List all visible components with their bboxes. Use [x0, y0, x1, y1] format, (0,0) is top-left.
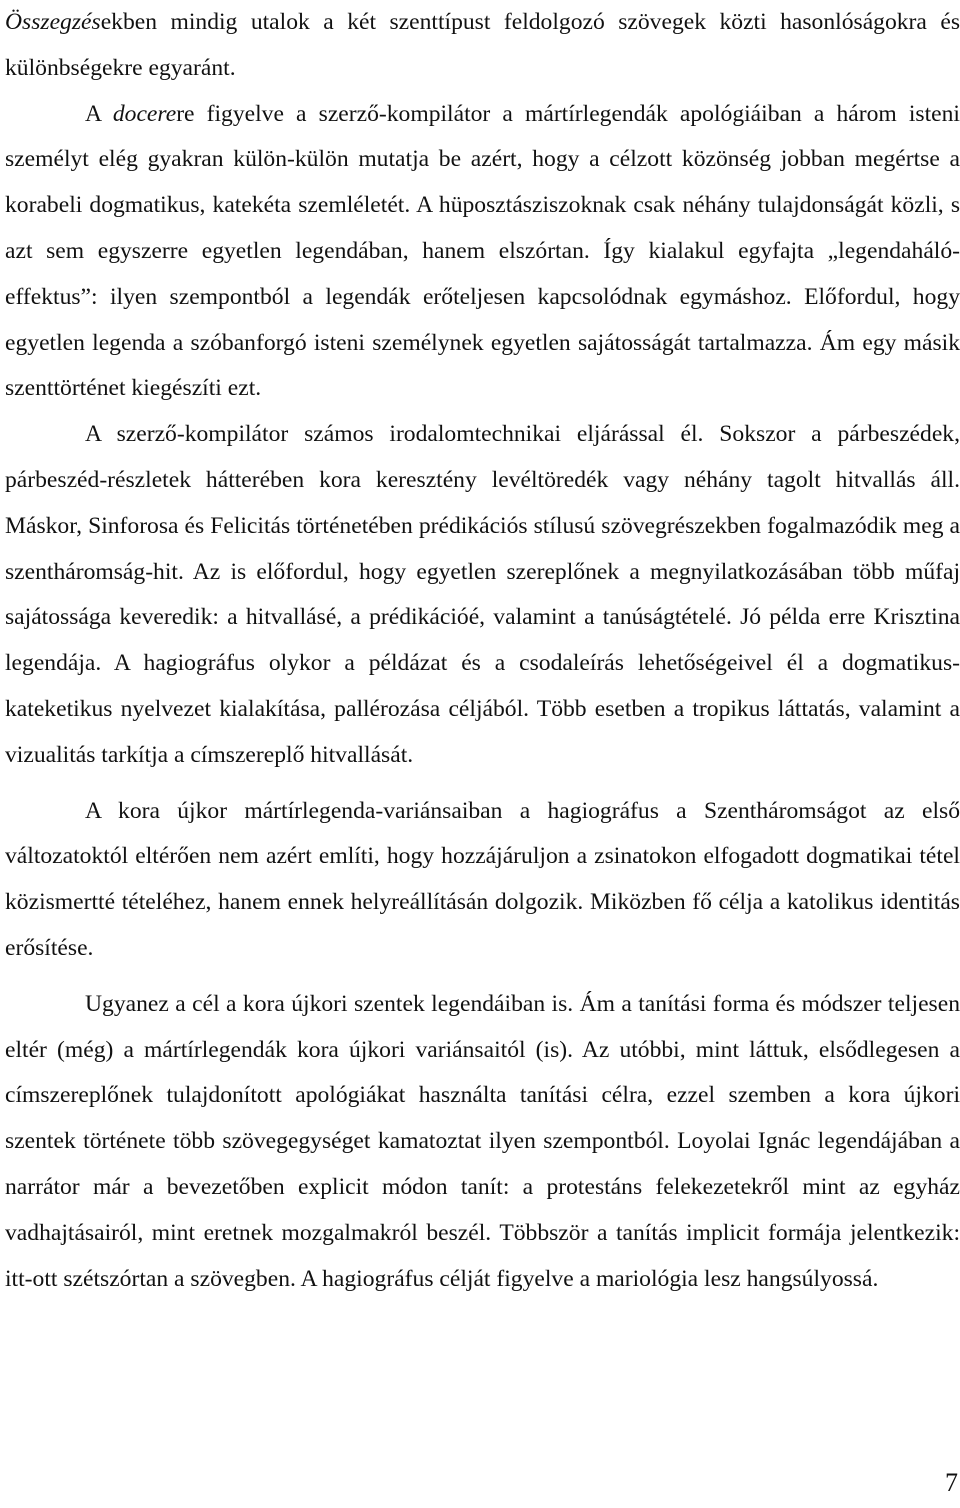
paragraph-2	[5, 92, 960, 413]
text-run: Ugyanez a cél a kora újkori szentek legendáiban is. Ám a tanítási forma és módszer teljesen eltér (még) a mártírlegendák kora újkori variánsaitól (is). Az utóbbi, mint láttuk, elsődlegesen a címszereplőnek tulajdonított apológiákat használta tanítási célra, ezzel szemben a kora újkori szentek története több szövegegységet kamatoztat ilyen szempontból. Loyolai Ignác legendájában a narrátor már a bevezetőben explicit módon tanít: a protestáns felekezetekről mint az egyház vadhajtásairól, mint eretnek mozgalmakról beszél. Többször a tanítás implicit formája jelentkezik: itt-ott szétszórtan a szövegben. A hagiográfus célját figyelve a mariológia lesz hangsúlyossá.	[5, 990, 960, 1292]
paragraph-3	[5, 412, 960, 778]
paragraph-1	[5, 0, 960, 92]
text-run: A kora újkor mártírlegenda-variánsaiban a hagiográfus a Szentháromságot az első változatoktól eltérően nem azért említi, hogy hozzájáruljon a zsinatokon elfogadott dogmatikai tétel közismertté tételéhez, hanem ennek helyreállításán dolgozik. Miközben fő célja a katolikus identitás erősítése.	[5, 797, 960, 961]
paragraph-4	[5, 789, 960, 972]
italic-text-run: Összegzés	[5, 9, 101, 35]
page-number: 7	[945, 1468, 958, 1497]
italic-text-run: docere	[112, 100, 177, 127]
text-run: re figyelve a szerző-kompilátor a mártírlegendák apológiáiban a három isteni személyt elég gyakran külön-külön mutatja be azért, hogy a célzott közönség jobban megértse a korabeli dogmatikus, katekéta szemléletét. A hüposztásziszoknak csak néhány tulajdonságát közli, s azt sem egyszerre egyetlen legendában, hanem elszórtan. Így kialakul egyfajta „legendaháló-effektus”: ilyen szempontból a legendák erőteljesen kapcsolódnak egymáshoz. Előfordul, hogy egyetlen legenda a szóbanforgó isteni személynek egyetlen sajátosságát tartalmazza. Ám egy másik szenttörténet kiegészíti ezt.	[5, 100, 960, 402]
text-run: ekben mindig utalok a két szenttípust feldolgozó szövegek közti hasonlóságokra és különbségekre egyaránt.	[5, 9, 960, 81]
text-run: A	[85, 100, 113, 127]
paragraph-5	[5, 982, 960, 1303]
document-body	[5, 0, 960, 1302]
text-run: A szerző-kompilátor számos irodalomtechnikai eljárással él. Sokszor a párbeszédek, párbeszéd-részletek hátterében kora keresztény levéltöredék vagy néhány tagolt hitvallás áll. Máskor, Sinforosa és Felicitás történetében prédikációs stílusú szövegrészekben fogalmazódik meg a szentháromság-hit. Az is előfordul, hogy egyetlen szereplőnek a megnyilatkozásában több műfaj sajátossága keveredik: a hitvallásé, a prédikációé, valamint a tanúságtételé. Jó példa erre Krisztina legendája. A hagiográfus olykor a példázat és a csodaleírás lehetőségeivel él a dogmatikus-kateketikus nyelvezet kialakítása, pallérozása céljából. Több esetben a tropikus láttatás, valamint a vizualitás tarkítja a címszereplő hitvallását.	[5, 421, 960, 768]
